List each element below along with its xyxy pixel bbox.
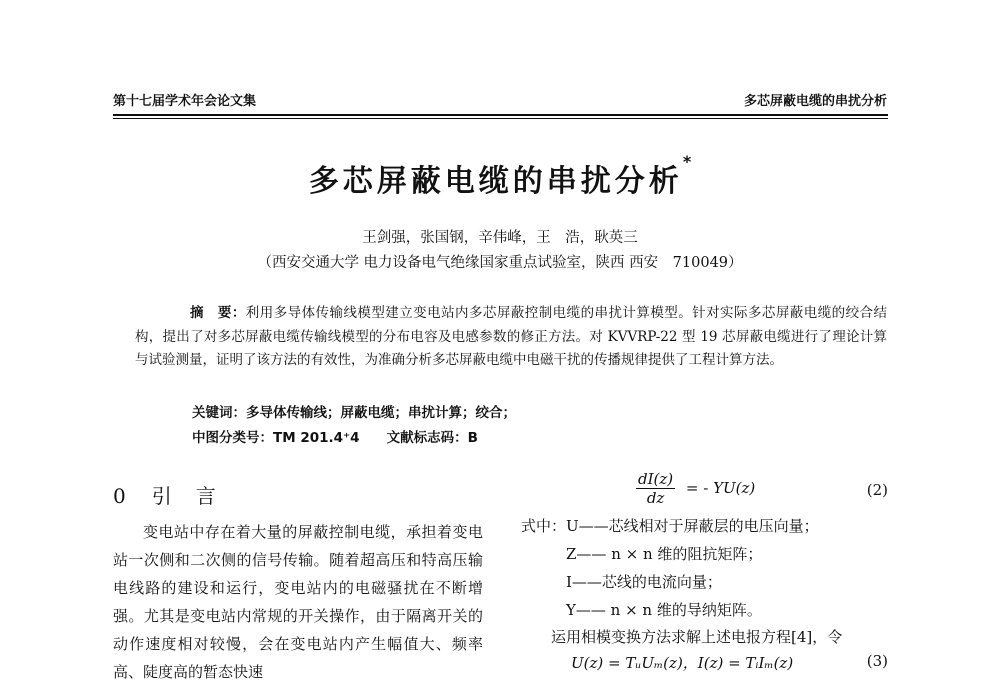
definition-i: I——芯线的电流向量； (566, 573, 722, 591)
paper-title-text: 多芯屏蔽电缆的串扰分析 (308, 164, 683, 199)
header-rule-thick (113, 114, 888, 116)
running-header-left: 第十七届学术年会论文集 (113, 94, 257, 109)
eq2-rhs: = - YU(z) (685, 478, 756, 497)
eq2-numerator: dI(z) (638, 470, 674, 488)
affiliation: （西安交通大学 电力设备电气绝缘国家重点试验室，陕西 西安 710049） (257, 255, 743, 271)
definition-u: 式中：U——芯线相对于屏蔽层的电压向量； (521, 517, 819, 535)
abstract-label: 摘 要： (190, 305, 246, 321)
equation-2 (636, 470, 755, 507)
intro-paragraph: 变电站中存在着大量的屏蔽控制电缆，承担着变电站一次侧和二次侧的信号传输。随着超高压和特高压输电线路的建设和运行，变电站内的电磁骚扰在不断增强。尤其是变电站内常规的开关操作，由于隔离开关的动作速度相对较慢，会在变电站内产生幅值大、频率高、陡度高的暂态快速 (113, 523, 483, 681)
method-sentence: 运用相模变换方法求解上述电报方程[4]，令 (551, 628, 843, 646)
abstract (135, 302, 887, 373)
eq2-denominator: dz (646, 489, 665, 507)
section-title: 引 言 (151, 484, 218, 508)
header-rule-thin (113, 118, 888, 119)
classification: 中图分类号：TM 201.4⁺4 文献标志码：B (192, 430, 478, 446)
title-footnote-mark: * (682, 152, 692, 171)
eq3-number: (3) (866, 652, 888, 670)
paper-title (0, 152, 1000, 200)
definition-z: Z—— n × n 维的阻抗矩阵； (566, 545, 763, 563)
eq2-number: (2) (866, 481, 888, 499)
section-number: 0 (113, 484, 128, 508)
equation-3: U(z) = TᵤUₘ(z)，I(z) = TᵢIₘ(z) (571, 654, 794, 672)
definition-y: Y—— n × n 维的导纳矩阵。 (566, 601, 762, 619)
eq2-fraction (636, 470, 675, 507)
abstract-text: 利用多导体传输线模型建立变电站内多芯屏蔽控制电缆的串扰计算模型。针对实际多芯屏蔽电缆的绞合结构，提出了对多芯屏蔽电缆传输线模型的分布电容及电感参数的修正方法。对 KVVRP-22 型 19 芯屏蔽电缆进行了理论计算与试验测量，证明了该方法的有效性，为准确分析多芯屏蔽电缆中电磁干扰的传播规律提供了工程计算方法。 (135, 305, 887, 368)
running-header-right: 多芯屏蔽电缆的串扰分析 (743, 94, 887, 109)
section-heading (113, 480, 242, 509)
authors: 王剑强，张国钢，辛伟峰，王 浩，耿英三 (362, 230, 638, 246)
keywords: 关键词：多导体传输线；屏蔽电缆；串扰计算；绞合； (192, 405, 516, 421)
